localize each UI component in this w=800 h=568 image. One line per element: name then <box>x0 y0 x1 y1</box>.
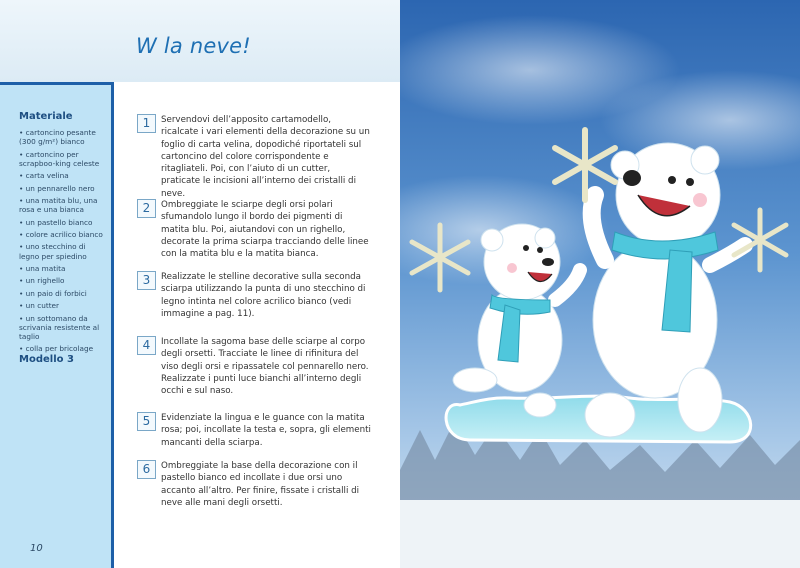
step-6 <box>137 460 371 509</box>
materials-item: • colla per bricolage <box>19 344 107 353</box>
polar-bears-photo <box>400 0 800 568</box>
materials-list <box>19 128 107 357</box>
materials-item: • un cutter <box>19 301 107 310</box>
materials-item: • un pastello bianco <box>19 218 107 227</box>
page-title: W la neve! <box>136 34 251 58</box>
materials-item: • un sottomano da scrivania resistente al taglio <box>19 314 107 342</box>
materials-item: • uno stecchino di legno per spiedino <box>19 242 107 260</box>
step-number: 3 <box>137 271 156 290</box>
materials-item: • cartoncino pesante (300 g/m²) bianco <box>19 128 107 146</box>
materials-item: • una matita blu, una rosa e una bianca <box>19 196 107 214</box>
photo-illustration <box>400 0 800 568</box>
snow-ground <box>400 500 800 568</box>
materials-item: • colore acrilico bianco <box>19 230 107 239</box>
step-text: Servendovi dell’apposito cartamodello, ricalcate i vari elementi della decorazione su un foglio di carta velina, dopodiché riportateli sul cartoncino del colore corrispondente e ritagliateli. Poi, con l’aiuto di un cutter, praticate le incisioni all’interno dei cristalli di neve. <box>161 115 370 199</box>
step-text: Ombreggiate la base della decorazione con il pastello bianco ed incollate i due orsi uno accanto all’altro. Per finire, fissate i cristalli di neve alle mani degli orsetti. <box>161 461 360 508</box>
step-text: Evidenziate la lingua e le guance con la matita rosa; poi, incollate la testa e, sopra, gli elementi mancanti della sciarpa. <box>161 413 371 448</box>
step-number: 1 <box>137 114 156 133</box>
step-number: 5 <box>137 412 156 431</box>
step-text: Realizzate le stelline decorative sulla seconda sciarpa utilizzando la punta di uno stecchino di legno intinta nel colore acrilico bianco (vedi immagine a pag. 11). <box>161 272 366 319</box>
materials-item: • un paio di forbici <box>19 289 107 298</box>
step-3 <box>137 271 371 320</box>
step-text: Ombreggiate le sciarpe degli orsi polari sfumandolo lungo il bordo dei pigmenti di matita blu. Poi, aiutandovi con un righello, decorate la prima sciarpa tracciando delle linee con la matita blu e la matita bianca. <box>161 200 369 260</box>
step-number: 6 <box>137 460 156 479</box>
step-number: 2 <box>137 199 156 218</box>
page-number: 10 <box>30 543 43 554</box>
materials-heading: Materiale <box>19 111 73 122</box>
step-4 <box>137 336 371 397</box>
materials-item: • un righello <box>19 276 107 285</box>
model-label: Modello 3 <box>19 354 74 365</box>
step-2 <box>137 199 371 260</box>
step-5 <box>137 412 371 449</box>
materials-item: • un pennarello nero <box>19 184 107 193</box>
step-text: Incollate la sagoma base delle sciarpe al corpo degli orsetti. Tracciate le linee di rifinitura del viso degli orsi e ripassatele col pennarello nero. Realizzate i punti luce bianchi all’interno degli occhi e sul naso. <box>161 337 369 397</box>
step-number: 4 <box>137 336 156 355</box>
materials-item: • carta velina <box>19 171 107 180</box>
step-1 <box>137 114 371 200</box>
materials-item: • cartoncino per scrapboo-king celeste <box>19 150 107 168</box>
materials-item: • una matita <box>19 264 107 273</box>
